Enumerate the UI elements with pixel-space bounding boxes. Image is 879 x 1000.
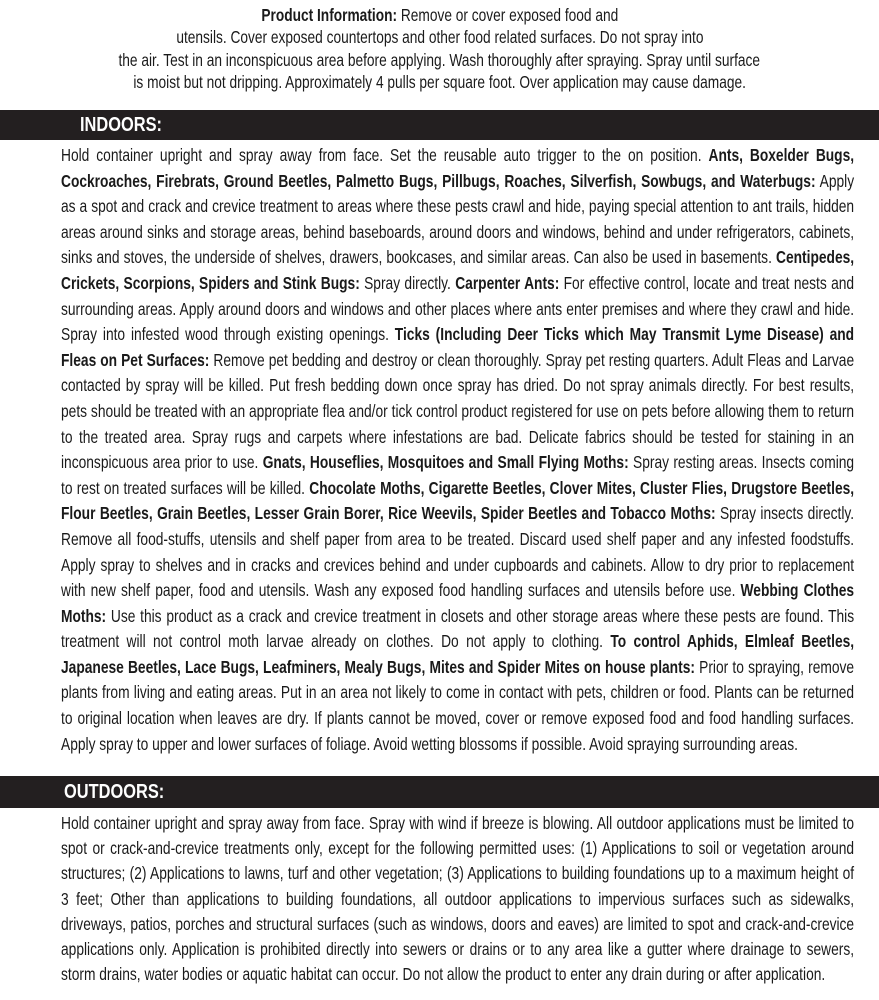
instruction-text: Spray resting areas. Insects coming to rest on treated surfaces will be killed. [61, 452, 855, 498]
instruction-text: Apply as a spot and crack and crevice treatment to areas where these pests crawl and hide, paying special attention to ant trails, hidden areas around sinks and storage areas, behind baseboards, around doors and windows, behind and under refrigerators, cabinets, sinks and stoves, the underside of shelves, drawers, bookcases, and similar areas. Can also be used in basements. [61, 170, 855, 268]
instruction-text: Prior to spraying, remove plants from living and eating areas. Put in an area not likely to come in contact with pets, children or food. Plants can be returned to original location when leaves are dry. If plants cannot be moved, cover or remove exposed food and food handling surfaces. Apply spray to upper and lower surfaces of foliage. Avoid wetting blossoms if possible. Avoid spraying surrounding areas. [61, 656, 855, 754]
pest-heading: To control Aphids, Elmleaf Beetles, Japanese Beetles, Lace Bugs, Leafminers, Mealy Bugs, Mites and Spider Mites on house plants: [61, 631, 855, 677]
product-info-line-4: is moist but not dripping. Approximately 4 pulls per square foot. Over application may cause damage. [133, 72, 746, 93]
pest-heading: Chocolate Moths, Cigarette Beetles, Clover Mites, Cluster Flies, Drugstore Beetles, Flour Beetles, Grain Beetles, Lesser Grain Borer, Rice Weevils, Spider Beetles and Tobacco Moths: [61, 477, 855, 524]
pest-heading: Gnats, Houseflies, Mosquitoes and Small Flying Moths: [262, 452, 629, 473]
indoors-section-header [0, 110, 879, 140]
product-info-line-1-text: Remove or cover exposed food and [396, 5, 618, 25]
product-info-line-1 [0, 4, 879, 26]
pest-heading: Carpenter Ants: [455, 272, 560, 293]
outdoors-paragraph: Hold container upright and spray away from face. Spray with wind if breeze is blowing. All outdoor applications must be limited to spot or crack-and-crevice treatments only, except for the following permitted uses: (1) Applications to soil or vegetation around structures; (2) Applications to lawns, turf and other vegetation; (3) Applications to building foundations up to a maximum height of 3 feet; Other than applications to building foundations, all outdoor applications to impervious surfaces such as sidewalks, driveways, patios, porches and structural surfaces (such as windows, doors and eaves) are limited to spot and crack-and-crevice applications only. Application is prohibited directly into sewers or drains or to any area like a gutter where drainage to sewers, storm drains, water bodies or aquatic habitat can occur. Do not allow the product to enter any drain during or after application. [61, 813, 855, 985]
instruction-text: For effective control, locate and treat nests and surrounding areas. Apply around doors and windows and other places where ants enter premises and where they crawl and hide. Spray into infested wood through existing openings. [61, 272, 855, 345]
pest-heading: Centipedes, Crickets, Scorpions, Spiders and Stink Bugs: [61, 247, 855, 293]
pest-heading: Ants, Boxelder Bugs, Cockroaches, Firebrats, Ground Beetles, Palmetto Bugs, Pillbugs, Roaches, Silverfish, Sowbugs, and Waterbugs: [61, 145, 855, 191]
product-info-line-3: the air. Test in an inconspicuous area before applying. Wash thoroughly after spraying. Spray until surface [118, 49, 761, 70]
outdoors-instructions [61, 811, 861, 1000]
product-info-heading: Product Information: [261, 5, 397, 25]
pest-heading: Webbing Clothes Moths: [61, 580, 855, 626]
outdoors-title: OUTDOORS: [64, 781, 165, 803]
indoors-paragraph [61, 143, 854, 757]
instruction-text: Remove pet bedding and destroy or clean thoroughly. Spray pet resting quarters. Adult Fleas and Larvae contacted by spray will be killed. Put fresh bedding down once spray has dried. Do not spray animals directly. For best results, pets should be treated with an appropriate flea and/or tick control product registered for use on pets before allowing them to return to the treated area. Spray rugs and carpets where infestations are bad. Delicate fabrics should be tested for staining in an inconspicuous area prior to use. [61, 349, 855, 473]
pest-heading: Ticks (Including Deer Ticks which May Transmit Lyme Disease) and Fleas on Pet Surfaces: [61, 324, 855, 370]
product-info-line-2: utensils. Cover exposed countertops and other food related surfaces. Do not spray into [175, 27, 704, 48]
outdoors-section-header [0, 776, 879, 808]
indoors-instructions [61, 143, 861, 773]
instruction-text: Spray directly. [359, 272, 456, 293]
instruction-text: Spray insects directly. Remove all food-stuffs, utensils and shelf paper from area to be treated. Discard used shelf paper and any infested foodstuffs. Apply spray to shelves and in cracks and crevices behind and under cupboards and cabinets. Allow to dry prior to replacement with new shelf paper, food and utensils. Wash any exposed food handling surfaces and utensils before use. [61, 503, 855, 601]
instruction-text: Use this product as a crack and crevice treatment in closets and other storage areas where these pests are found. This treatment will not control moth larvae already on clothes. Do not apply to clothing. [61, 605, 855, 652]
indoors-title: INDOORS: [80, 114, 162, 136]
instruction-text: Hold container upright and spray away from face. Set the reusable auto trigger to the on position. [61, 145, 709, 165]
product-information-block [0, 4, 879, 94]
